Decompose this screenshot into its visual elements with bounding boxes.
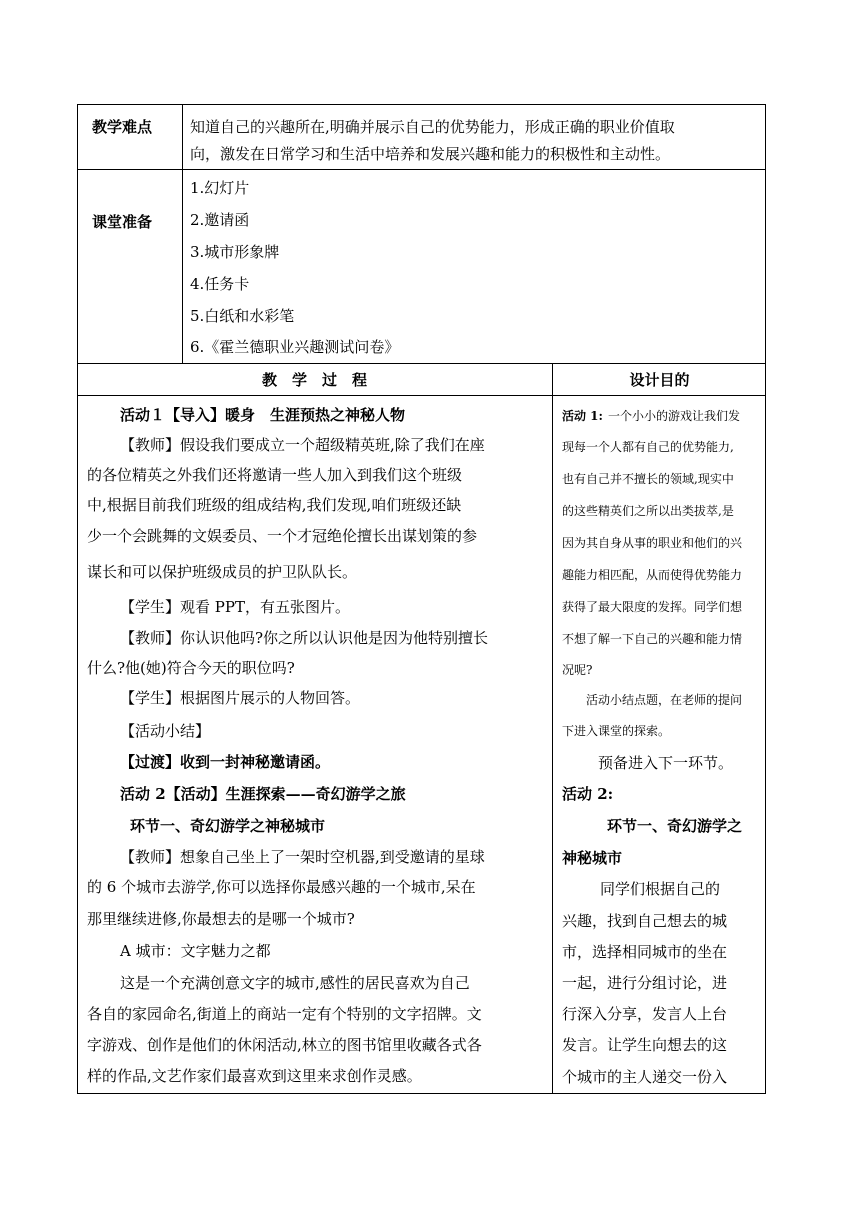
purpose-segment-title: 环节一、奇幻游学之: [607, 817, 743, 835]
purpose-line: 也有自己并不擅长的领域,现实中: [562, 472, 734, 486]
teacher-line: 【教师】假设我们要成立一个超级精英班,除了我们在座: [120, 436, 485, 454]
purpose-line: 一个小小的游戏让我们发: [608, 409, 741, 423]
difficulty-text: 知道自己的兴趣所在,明确并展示自己的优势能力，形成正确的职业价值取: [190, 118, 675, 136]
summary-line: 【活动小结】: [120, 722, 211, 740]
purpose-segment-title: 神秘城市: [562, 849, 623, 867]
city-a-desc: 这是一个充满创意文字的城市,感性的居民喜欢为自己: [120, 974, 470, 992]
purpose-line: 趣能力相匹配，从而使得优势能力: [562, 568, 743, 582]
purpose-line: 同学们根据自己的: [600, 880, 721, 898]
city-a-desc: 样的作品,文艺作家们最喜欢到这里来求创作灵感。: [87, 1067, 422, 1085]
teacher-line: 什么?他(她)符合今天的职位吗?: [87, 659, 295, 677]
teacher-line: 的各位精英之外我们还将邀请一些人加入到我们这个班级: [87, 466, 463, 484]
preparation-item: 2.邀请函: [190, 211, 250, 229]
purpose-line: 现每一个人都有自己的优势能力,: [562, 440, 734, 454]
preparation-label: 课堂准备: [92, 213, 153, 231]
difficulty-label: 教学难点: [92, 118, 153, 136]
preparation-item: 6.《霍兰德职业兴趣测试问卷》: [190, 338, 400, 356]
purpose-next: 预备进入下一环节。: [598, 754, 734, 772]
teacher-line: 那里继续进修,你最想去的是哪一个城市?: [87, 910, 355, 928]
segment-1-title: 环节一、奇幻游学之神秘城市: [130, 817, 326, 835]
row-divider: [77, 363, 766, 364]
purpose-line: 因为其自身从事的职业和他们的兴: [562, 536, 743, 550]
teacher-line: 中,根据目前我们班级的组成结构,我们发现,咱们班级还缺: [87, 496, 462, 514]
activity-2-title: 活动 2【活动】生涯探索——奇幻游学之旅: [120, 785, 406, 803]
purpose-line: 一起，进行分组讨论，进: [562, 974, 728, 992]
city-a-desc: 字游戏、创作是他们的休闲活动,林立的图书馆里收藏各式各: [87, 1036, 482, 1054]
teacher-line: 的 6 个城市去游学,你可以选择你最感兴趣的一个城市,呆在: [87, 878, 476, 896]
teacher-line: 少一个会跳舞的文娱委员、一个才冠绝伦擅长出谋划策的参: [87, 527, 478, 545]
purpose-line: 行深入分享，发言人上台: [562, 1005, 728, 1023]
purpose-activity-1-label: 活动 1:: [562, 409, 603, 423]
purpose-line: 发言。让学生向想去的这: [562, 1036, 728, 1054]
preparation-item: 1.幻灯片: [190, 179, 250, 197]
difficulty-text: 向，激发在日常学习和生活中培养和发展兴趣和能力的积极性和主动性。: [190, 145, 671, 163]
purpose-line: 兴趣，找到自己想去的城: [562, 912, 728, 930]
student-line: 【学生】根据图片展示的人物回答。: [120, 689, 361, 707]
row-divider: [77, 169, 766, 170]
process-header: 教 学 过 程: [261, 371, 367, 389]
row-divider: [77, 395, 766, 396]
preparation-item: 3.城市形象牌: [190, 243, 280, 261]
purpose-line: 市，选择相同城市的坐在: [562, 943, 728, 961]
purpose-line: 况呢?: [562, 663, 593, 677]
purpose-header: 设计目的: [629, 371, 690, 389]
purpose-note: 下进入课堂的探索。: [562, 724, 671, 738]
preparation-item: 5.白纸和水彩笔: [190, 307, 295, 325]
student-line: 【学生】观看 PPT，有五张图片。: [120, 598, 350, 616]
purpose-note: 活动小结点题，在老师的提问: [586, 693, 743, 707]
city-a-title: A 城市：文字魅力之都: [120, 942, 271, 960]
purpose-activity-2-label: 活动 2:: [562, 785, 614, 803]
city-a-desc: 各自的家园命名,街道上的商站一定有个特别的文字招牌。文: [87, 1005, 482, 1023]
teacher-line: 【教师】想象自己坐上了一架时空机器,到受邀请的星球: [120, 848, 485, 866]
purpose-line: 获得了最大限度的发挥。同学们想: [562, 600, 743, 614]
preparation-item: 4.任务卡: [190, 275, 250, 293]
purpose-line: 不想了解一下自己的兴趣和能力情: [562, 632, 743, 646]
teacher-line: 谋长和可以保护班级成员的护卫队队长。: [87, 563, 358, 581]
teacher-line: 【教师】你认识他吗?你之所以认识他是因为他特别擅长: [120, 629, 489, 647]
col-divider: [182, 104, 183, 363]
purpose-line: 的这些精英们之所以出类拔萃,是: [562, 504, 734, 518]
activity-1-title: 活动１【导入】暖身 生涯预热之神秘人物: [120, 406, 406, 424]
purpose-line: 个城市的主人递交一份入: [562, 1068, 728, 1086]
transition-line: 【过渡】收到一封神秘邀请函。: [120, 753, 331, 771]
col-divider: [552, 363, 553, 1094]
